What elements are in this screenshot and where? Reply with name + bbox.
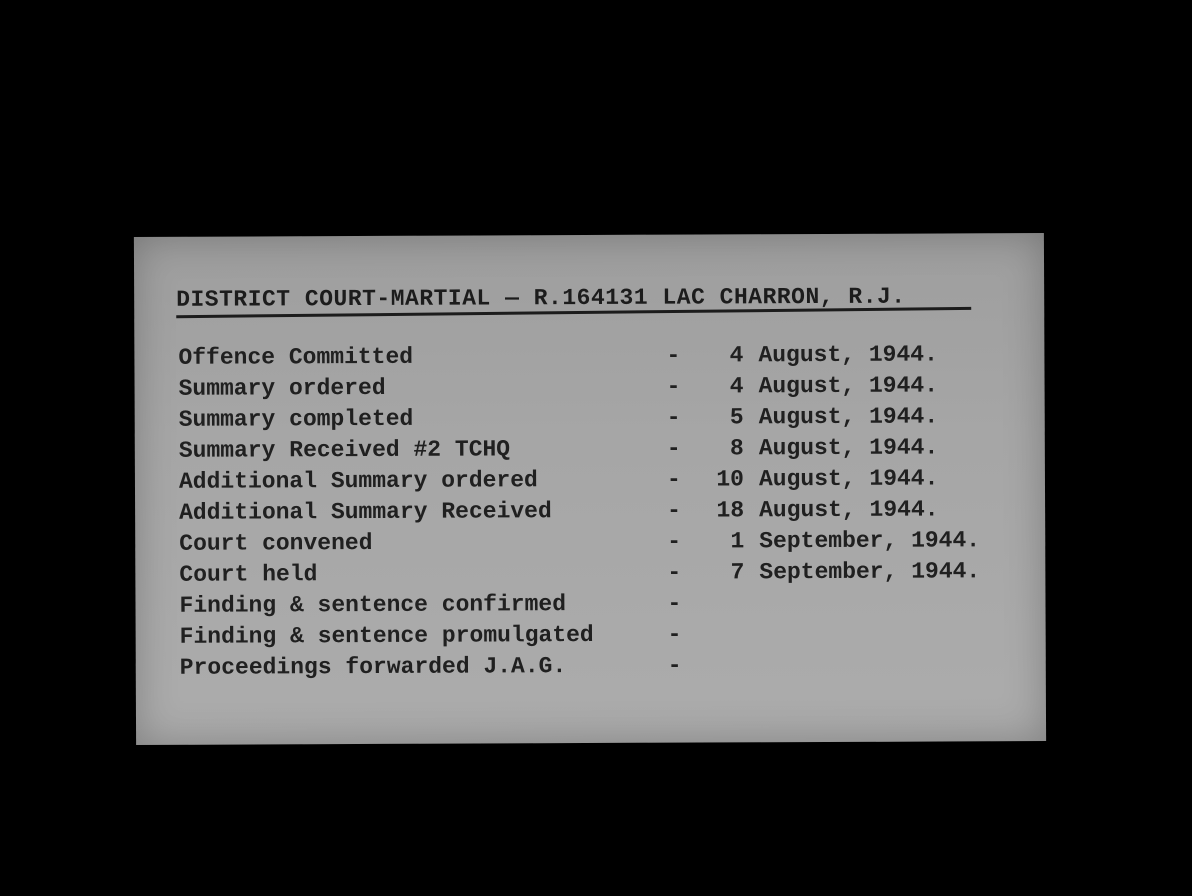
record-row [136,651,1046,685]
row-dash: - [666,342,681,369]
row-dash: - [667,590,682,617]
row-date: September, 1944. [759,558,981,586]
row-day: 8 [729,435,744,462]
row-date: August, 1944. [758,372,939,400]
row-label: Additional Summary ordered [178,467,538,495]
row-dash: - [667,528,682,555]
row-dash: - [667,559,682,586]
row-dash: - [666,435,681,462]
record-row [135,496,1045,530]
record-row [135,403,1045,437]
row-label: Summary completed [178,405,414,433]
row-label: Court held [179,561,318,588]
row-label: Court convened [179,529,373,557]
row-label: Summary ordered [178,374,386,402]
row-label: Proceedings forwarded J.A.G. [179,653,567,681]
row-date: August, 1944. [758,341,938,369]
record-row [135,434,1045,468]
row-day: 4 [729,373,744,400]
record-row [135,465,1045,499]
row-label: Offence Committed [178,343,414,371]
row-label: Finding & sentence confirmed [179,591,567,619]
record-row [135,558,1045,592]
row-day: 10 [716,466,745,493]
row-date: September, 1944. [759,527,981,555]
row-day: 4 [729,342,744,369]
record-row [134,341,1044,375]
record-row [135,372,1045,406]
record-row [135,589,1045,623]
row-day: 18 [716,497,745,524]
row-date: August, 1944. [758,465,939,493]
row-dash: - [667,652,682,679]
row-date: August, 1944. [758,403,939,431]
row-day: 1 [730,528,745,555]
record-row [136,620,1046,654]
card-title: DISTRICT COURT-MARTIAL — R.164131 LAC CHARRON, R.J. [176,283,906,313]
row-label: Summary Received #2 TCHQ [178,436,511,464]
record-card [134,233,1046,745]
row-day: 7 [730,559,745,586]
row-dash: - [666,373,681,400]
row-dash: - [667,621,682,648]
row-date: August, 1944. [758,434,939,462]
row-dash: - [666,466,681,493]
record-row [135,527,1045,561]
row-label: Additional Summary Received [179,498,552,526]
row-date: August, 1944. [759,496,939,524]
row-day: 5 [729,404,744,431]
row-dash: - [667,497,681,524]
row-label: Finding & sentence promulgated [179,621,594,650]
row-dash: - [666,404,681,431]
